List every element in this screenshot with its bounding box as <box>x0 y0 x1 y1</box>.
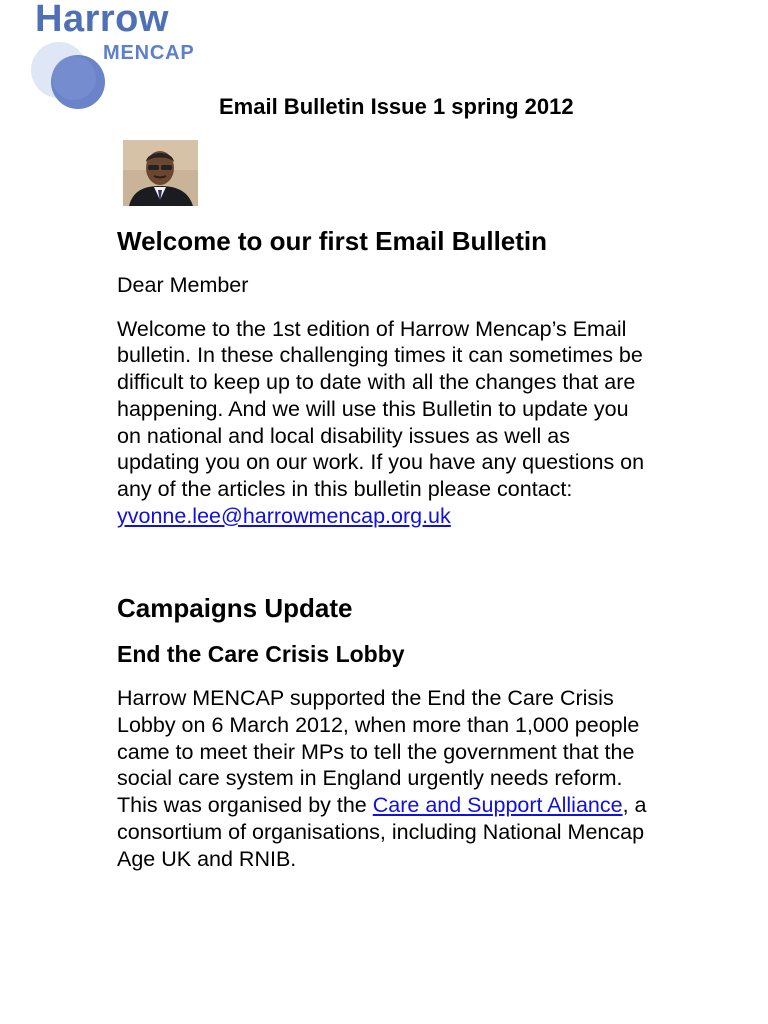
logo-title: Harrow <box>35 0 169 40</box>
welcome-paragraph-text: Welcome to the 1st edition of Harrow Mencap’s Email bulletin. In these challenging times it can sometimes be difficult to keep up to date with all the changes that are happening. And we will use this Bulletin to update you on national and local disability issues as well as updating you on our work. If you have any questions on any of the articles in this bulletin please contact: <box>117 316 645 501</box>
portrait-photo <box>123 140 198 206</box>
campaigns-heading: Campaigns Update <box>117 593 353 624</box>
main-content <box>117 224 657 872</box>
campaigns-paragraph <box>117 685 657 872</box>
greeting-text: Dear Member <box>117 273 249 297</box>
care-crisis-subheading: End the Care Crisis Lobby <box>117 641 405 668</box>
contact-email-link[interactable]: yvonne.lee@harrowmencap.org.uk <box>117 503 451 528</box>
campaigns-paragraph-text: Harrow MENCAP supported the End the Care Crisis Lobby on 6 March 2012, when more than 1,000 people came to meet their MPs to tell the government that the social care system in England urgently needs reform. This was organised by the <box>117 686 640 818</box>
care-support-alliance-link[interactable]: Care and Support Alliance <box>372 793 623 818</box>
bulletin-title: Email Bulletin Issue 1 spring 2012 <box>219 94 574 119</box>
logo-subtitle: MENCAP <box>103 42 195 64</box>
harrow-mencap-logo <box>30 0 210 115</box>
campaigns-paragraph-end: , a consortium of organisations, including National Mencap Age UK and RNIB. <box>117 793 647 871</box>
welcome-paragraph <box>117 316 657 530</box>
welcome-heading: Welcome to our first Email Bulletin <box>117 226 548 256</box>
logo-circles-icon <box>30 38 110 113</box>
